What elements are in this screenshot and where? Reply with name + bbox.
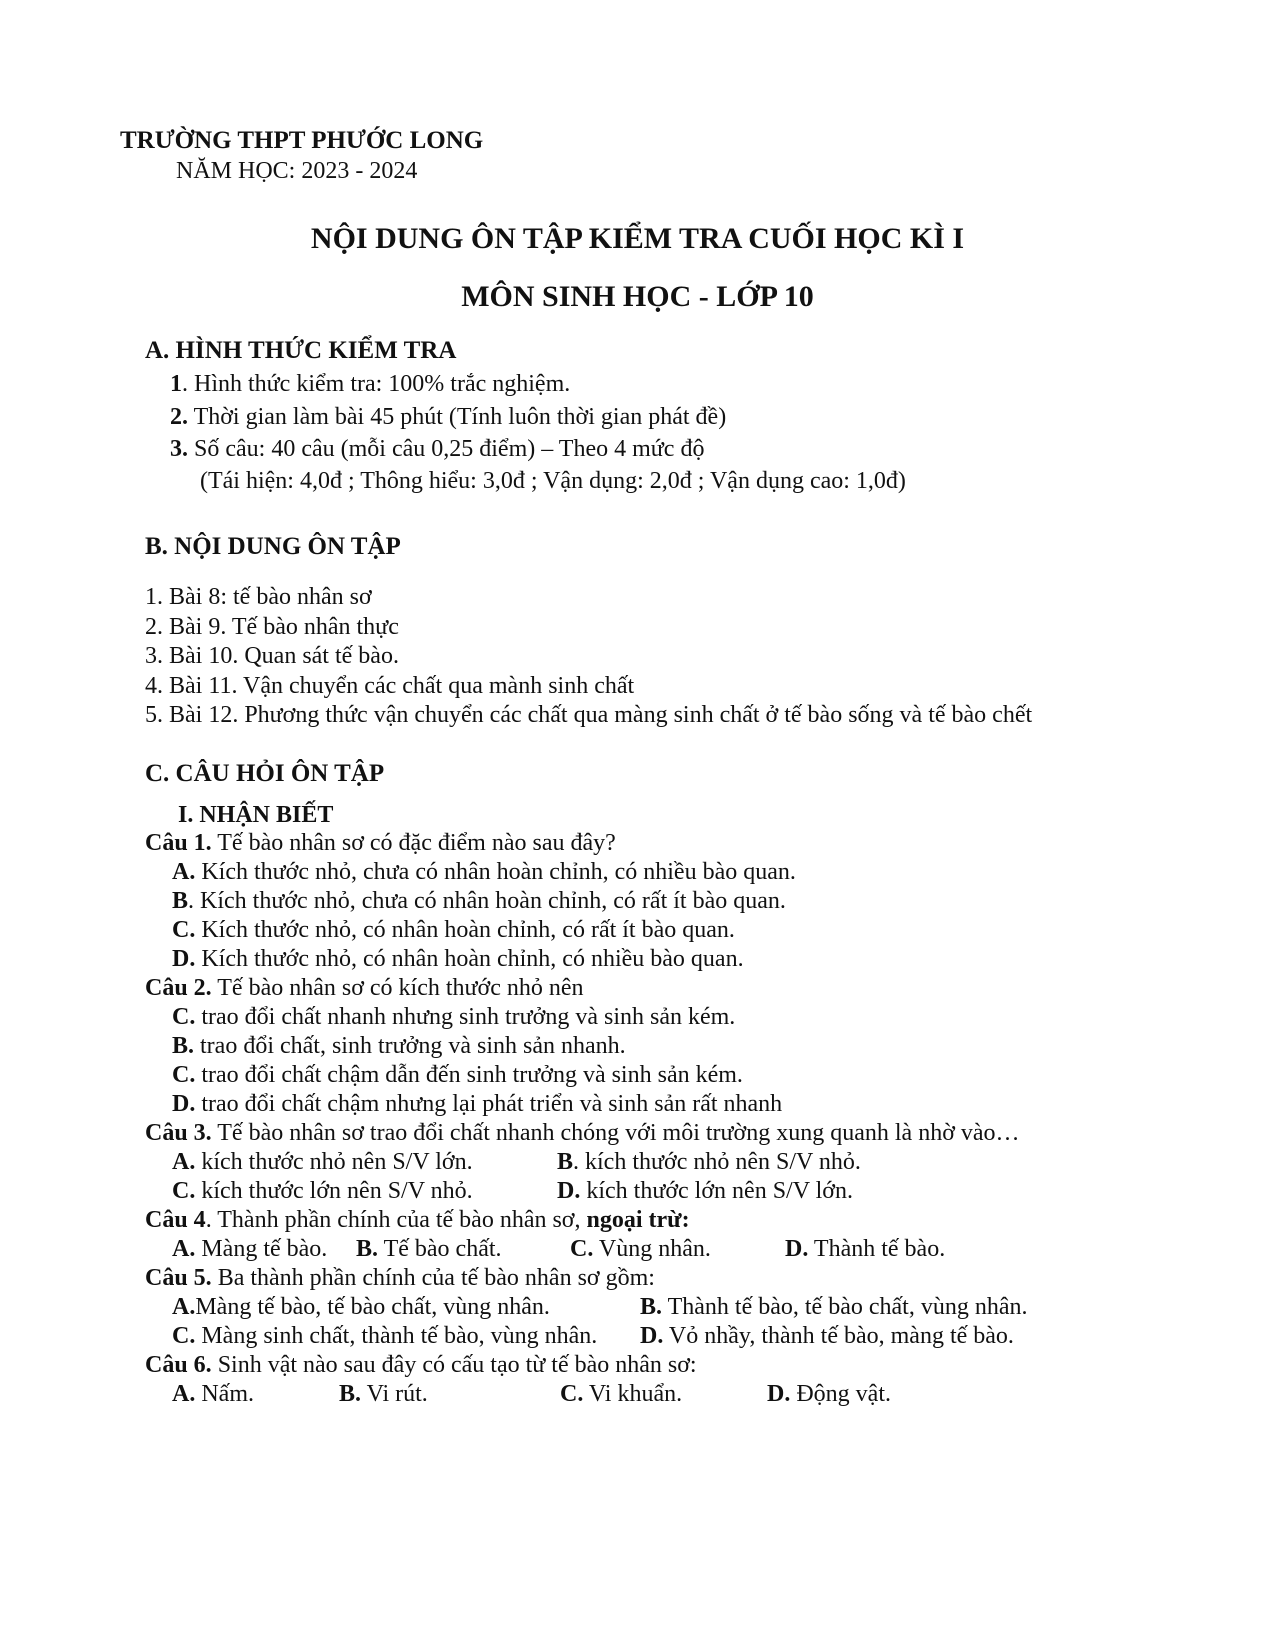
section-b-item: 1. Bài 8: tế bào nhân sơ [145,584,372,610]
section-c-heading: C. CÂU HỎI ÔN TẬP [145,760,385,787]
answer-option: C. trao đổi chất chậm dẫn đến sinh trưởng và sinh sản kém. [172,1062,743,1088]
answer-option: C. Kích thước nhỏ, có nhân hoàn chỉnh, có rất ít bào quan. [172,917,735,943]
answer-option: C. Màng sinh chất, thành tế bào, vùng nhân. [172,1323,598,1349]
answer-option: B. Vi rút. [339,1381,428,1407]
answer-option: A.Màng tế bào, tế bào chất, vùng nhân. [172,1294,550,1320]
question-1: Câu 1. Tế bào nhân sơ có đặc điểm nào sau đây? [145,830,616,856]
answer-option: D. Kích thước nhỏ, có nhân hoàn chỉnh, có nhiều bào quan. [172,946,744,972]
question-6: Câu 6. Sinh vật nào sau đây có cấu tạo từ tế bào nhân sơ: [145,1352,697,1378]
question-4: Câu 4. Thành phần chính của tế bào nhân sơ, ngoại trừ: [145,1207,690,1233]
answer-option: B. Tế bào chất. [356,1236,502,1262]
section-b-item: 3. Bài 10. Quan sát tế bào. [145,643,399,669]
document-title: NỘI DUNG ÔN TẬP KIỂM TRA CUỐI HỌC KÌ I [310,222,965,255]
section-c-subheading: I. NHẬN BIẾT [178,802,334,828]
section-a-heading: A. HÌNH THỨC KIỂM TRA [145,337,457,364]
question-5: Câu 5. Ba thành phần chính của tế bào nhân sơ gồm: [145,1265,655,1291]
answer-option: B. Kích thước nhỏ, chưa có nhân hoàn chỉnh, có rất ít bào quan. [172,888,786,914]
answer-option: C. Vùng nhân. [570,1236,711,1262]
question-2: Câu 2. Tế bào nhân sơ có kích thước nhỏ nên [145,975,584,1001]
answer-option: A. Kích thước nhỏ, chưa có nhân hoàn chỉnh, có nhiều bào quan. [172,859,796,885]
school-year: NĂM HỌC: 2023 - 2024 [176,158,418,184]
answer-option: C. trao đổi chất nhanh nhưng sinh trưởng và sinh sản kém. [172,1004,736,1030]
section-a-item: 3. Số câu: 40 câu (mỗi câu 0,25 điểm) – Theo 4 mức độ [170,436,705,462]
section-b-item: 2. Bài 9. Tế bào nhân thực [145,614,399,640]
answer-option: B. Thành tế bào, tế bào chất, vùng nhân. [640,1294,1028,1320]
answer-option: C. Vi khuẩn. [560,1381,683,1407]
document-subtitle: MÔN SINH HỌC - LỚP 10 [461,280,814,313]
answer-option: D. trao đổi chất chậm nhưng lại phát triển và sinh sản rất nhanh [172,1091,783,1117]
school-name: TRƯỜNG THPT PHƯỚC LONG [120,127,484,154]
question-3: Câu 3. Tế bào nhân sơ trao đổi chất nhanh chóng với môi trường xung quanh là nhờ vào… [145,1120,1020,1146]
section-b-item: 5. Bài 12. Phương thức vận chuyển các chất qua màng sinh chất ở tế bào sống và tế bào chết [145,702,1033,728]
section-b-heading: B. NỘI DUNG ÔN TẬP [145,533,401,560]
answer-option: D. kích thước lớn nên S/V lớn. [557,1178,853,1204]
section-a-item: 2. Thời gian làm bài 45 phút (Tính luôn thời gian phát đề) [170,404,727,430]
answer-option: D. Thành tế bào. [785,1236,946,1262]
answer-option: A. Nấm. [172,1381,254,1407]
answer-option: A. kích thước nhỏ nên S/V lớn. [172,1149,473,1175]
answer-option: B. trao đổi chất, sinh trưởng và sinh sản nhanh. [172,1033,626,1059]
section-a-item: 1. Hình thức kiểm tra: 100% trắc nghiệm. [170,371,571,397]
answer-option: A. Màng tế bào. [172,1236,328,1262]
section-b-item: 4. Bài 11. Vận chuyển các chất qua mành sinh chất [145,673,635,699]
answer-option: C. kích thước lớn nên S/V nhỏ. [172,1178,473,1204]
section-a-levels: (Tái hiện: 4,0đ ; Thông hiểu: 3,0đ ; Vận dụng: 2,0đ ; Vận dụng cao: 1,0đ) [200,468,906,494]
answer-option: D. Vỏ nhầy, thành tế bào, màng tế bào. [640,1323,1014,1349]
answer-option: D. Động vật. [767,1381,891,1407]
answer-option: B. kích thước nhỏ nên S/V nhỏ. [557,1149,861,1175]
